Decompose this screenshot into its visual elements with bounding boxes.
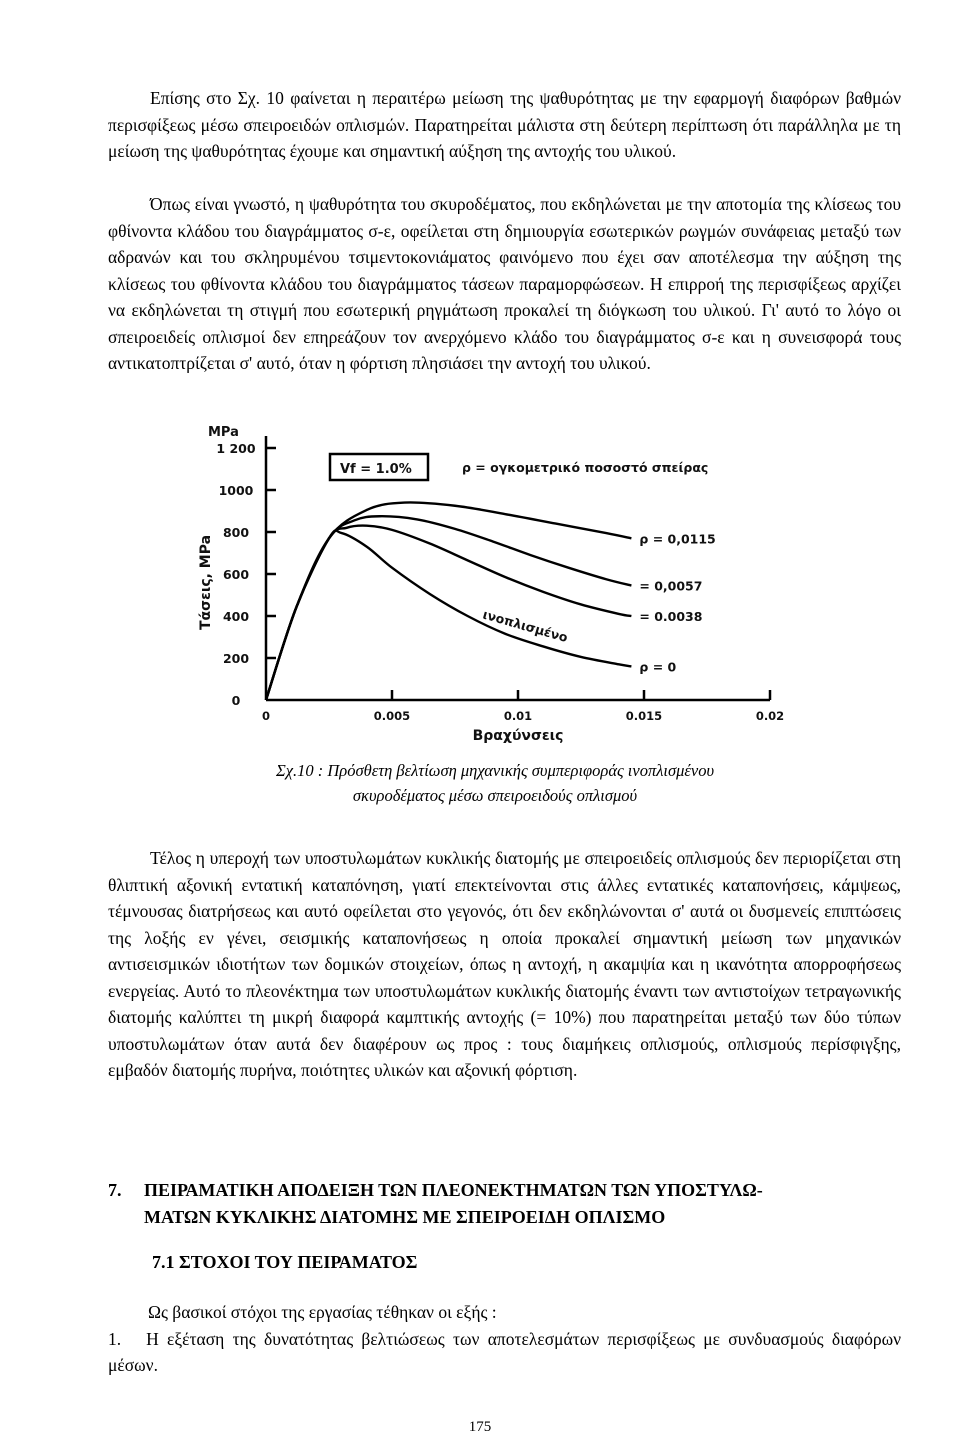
series-label-0: ρ = 0,0115: [639, 531, 716, 547]
series-curve-1: [266, 516, 631, 700]
goals-intro: Ως βασικοί στόχοι της εργασίας τέθηκαν οι εξής :: [148, 1302, 497, 1322]
paragraph-brittleness-text: Όπως είναι γνωστό, η ψαθυρότητα του σκυροδέματος, που εκδηλώνεται με την αποτομία της κλίσεως του φθίνοντα κλάδου του διαγράμματος σ-ε, οφείλεται στη δημιουργία εσωτερικών ρωγμών συνάφειας μεταξύ των αδρανών και του σκληρυμένου τσιμεντοκονιάματος φαινόμενο που έχει σαν αποτέλεσμα την αύξηση της κλίσεως του φθίνοντα κλάδου του διαγράμματος τάσεων παραμορφώσεων. Η επιρροή της περισφίξεως αρχίζει να εκδηλώνεται τη στιγμή που εσωτερική ρηγμάτωση προκαλεί τη διόγκωση του υλικού. Γι' αυτό το λόγο οι σπειροειδείς οπλισμοί δεν επηρεάζουν τον ανερχόμενο κλάδο του διαγράμματος σ-ε και η συνεισφορά τους αντικατοπτρίζεται σ' αυτό, όταν η φόρτιση πλησιάσει την αντοχή του υλικού.: [108, 194, 901, 373]
paragraph-intro: [108, 85, 901, 165]
series-label-3: ρ = 0: [639, 659, 677, 675]
x-axis-label: Βραχύνσεις: [472, 728, 564, 744]
curve-annotation: ινοπλισμένο: [481, 606, 570, 646]
stress-strain-chart: [190, 408, 800, 758]
x-tick-label: 0.01: [503, 709, 533, 723]
y-tick-label: 200: [222, 651, 250, 666]
y-tick-label: 1 200: [216, 441, 256, 456]
goal-item-number: 1.: [108, 1329, 122, 1349]
x-tick-label: 0: [261, 709, 271, 723]
y-tick-label: 800: [222, 525, 250, 540]
x-tick-label: 0.015: [625, 709, 663, 723]
unit-label: MPa: [208, 425, 239, 440]
x-tick-label: 0.02: [755, 709, 785, 723]
goal-item-1: [108, 1326, 901, 1378]
figure-caption: [190, 758, 800, 808]
curve-labels: [639, 531, 715, 674]
rho-definition: ρ = ογκομετρικό ποσοστό σπείρας: [462, 460, 709, 475]
x-ticks: [262, 690, 784, 723]
page-number: 175: [468, 1419, 492, 1435]
y-tick-label: 1000: [218, 483, 254, 498]
goal-item-text: Η εξέταση της δυνατότητας βελτιώσεως των αποτελεσμάτων περισφίξεως με συνδυασμούς διαφόρων μέσων.: [108, 1329, 901, 1375]
y-tick-label: 600: [222, 567, 250, 582]
paragraph-brittleness: [108, 191, 901, 377]
section-heading-line-1: ΠΕΙΡΑΜΑΤΙΚΗ ΑΠΟΔΕΙΞΗ ΤΩΝ ΠΛΕΟΝΕΚΤΗΜΑΤΩΝ ΤΩΝ ΥΠΟΣΤΥΛΩ-: [144, 1180, 763, 1200]
y-tick-label: 400: [222, 609, 250, 624]
paragraph-circular-columns: [108, 845, 901, 1084]
section-number: 7.: [108, 1180, 122, 1200]
caption-line-2: σκυροδέματος μέσω σπειροειδούς οπλισμού: [352, 786, 638, 805]
x-tick-label: 0.005: [373, 709, 411, 723]
figure-stress-strain: [190, 408, 800, 808]
y-tick-label: 0: [231, 693, 241, 708]
curves: [266, 502, 631, 700]
section-heading-7: [108, 1177, 908, 1231]
paragraph-intro-text: Επίσης στο Σχ. 10 φαίνεται η περαιτέρω μείωση της ψαθυρότητας με την εφαρμογή διαφόρων βαθμών περισφίξεως μέσω σπειροειδών οπλισμών. Παρατηρείται μάλιστα στη δεύτερη περίπτωση ότι παράλληλα με τη μείωση της ψαθυρότητας έχουμε και σημαντική αύξηση της αντοχής του υλικού.: [108, 88, 901, 161]
subsection-heading-7-1: 7.1 ΣΤΟΧΟΙ ΤΟΥ ΠΕΙΡΑΜΑΤΟΣ: [152, 1252, 418, 1272]
vf-label: Vf = 1.0%: [340, 462, 412, 477]
caption-line-1: Σχ.10 : Πρόσθετη βελτίωση μηχανικής συμπεριφοράς ινοπλισμένου: [275, 761, 715, 780]
series-curve-0: [266, 502, 631, 700]
series-label-2: = 0.0038: [639, 609, 703, 624]
series-curve-3: [266, 530, 631, 700]
section-heading-line-2: ΜΑΤΩΝ ΚΥΚΛΙΚΗΣ ΔΙΑΤΟΜΗΣ ΜΕ ΣΠΕΙΡΟΕΙΔΗ ΟΠΛΙΣΜΟ: [144, 1207, 666, 1227]
series-label-1: = 0,0057: [639, 578, 703, 594]
y-axis-label: Τάσεις, MPa: [198, 534, 214, 630]
paragraph-circular-columns-text: Τέλος η υπεροχή των υποστυλωμάτων κυκλικής διατομής με σπειροειδείς οπλισμούς δεν περιορίζεται στη θλιπτική αξονική εντατική καταπόνηση, γιατί επεκτείνονται στις άλλες εντατικές καταπονήσεις, κάμψεως, τέμνουσας διατρήσεως και αυτό οφείλεται στο γεγονός, ότι δεν εκδηλώνονται σ' αυτά οι δυσμενείς επιπτώσεις της λοξής εν γένει, σεισμικής καταπονήσεως η οποία προκαλεί σημαντική μείωση των μηχανικών αντισεισμικών ιδιοτήτων των δομικών στοιχείων, όπως η αντοχή, η ακαμψία και η ικανότητα απορροφήσεως ενεργείας. Αυτό το πλεονέκτημα των υποστυλωμάτων κυκλικής διατομής έναντι των αντιστοίχων τετραγωνικής διατομής καλύπτει τη μικρή διαφορά καμπτικής αντοχής (= 10%) που παρατηρείται μεταξύ των δύο τύπων υποστυλωμάτων όταν αυτά δεν διαφέρουν ως προς : τους διαμήκεις οπλισμούς, οπλισμούς περίσφιγξης, εμβαδόν διατομής πυρήνα, ποιότητες υλικών και αξονική φόρτιση.: [108, 848, 901, 1080]
